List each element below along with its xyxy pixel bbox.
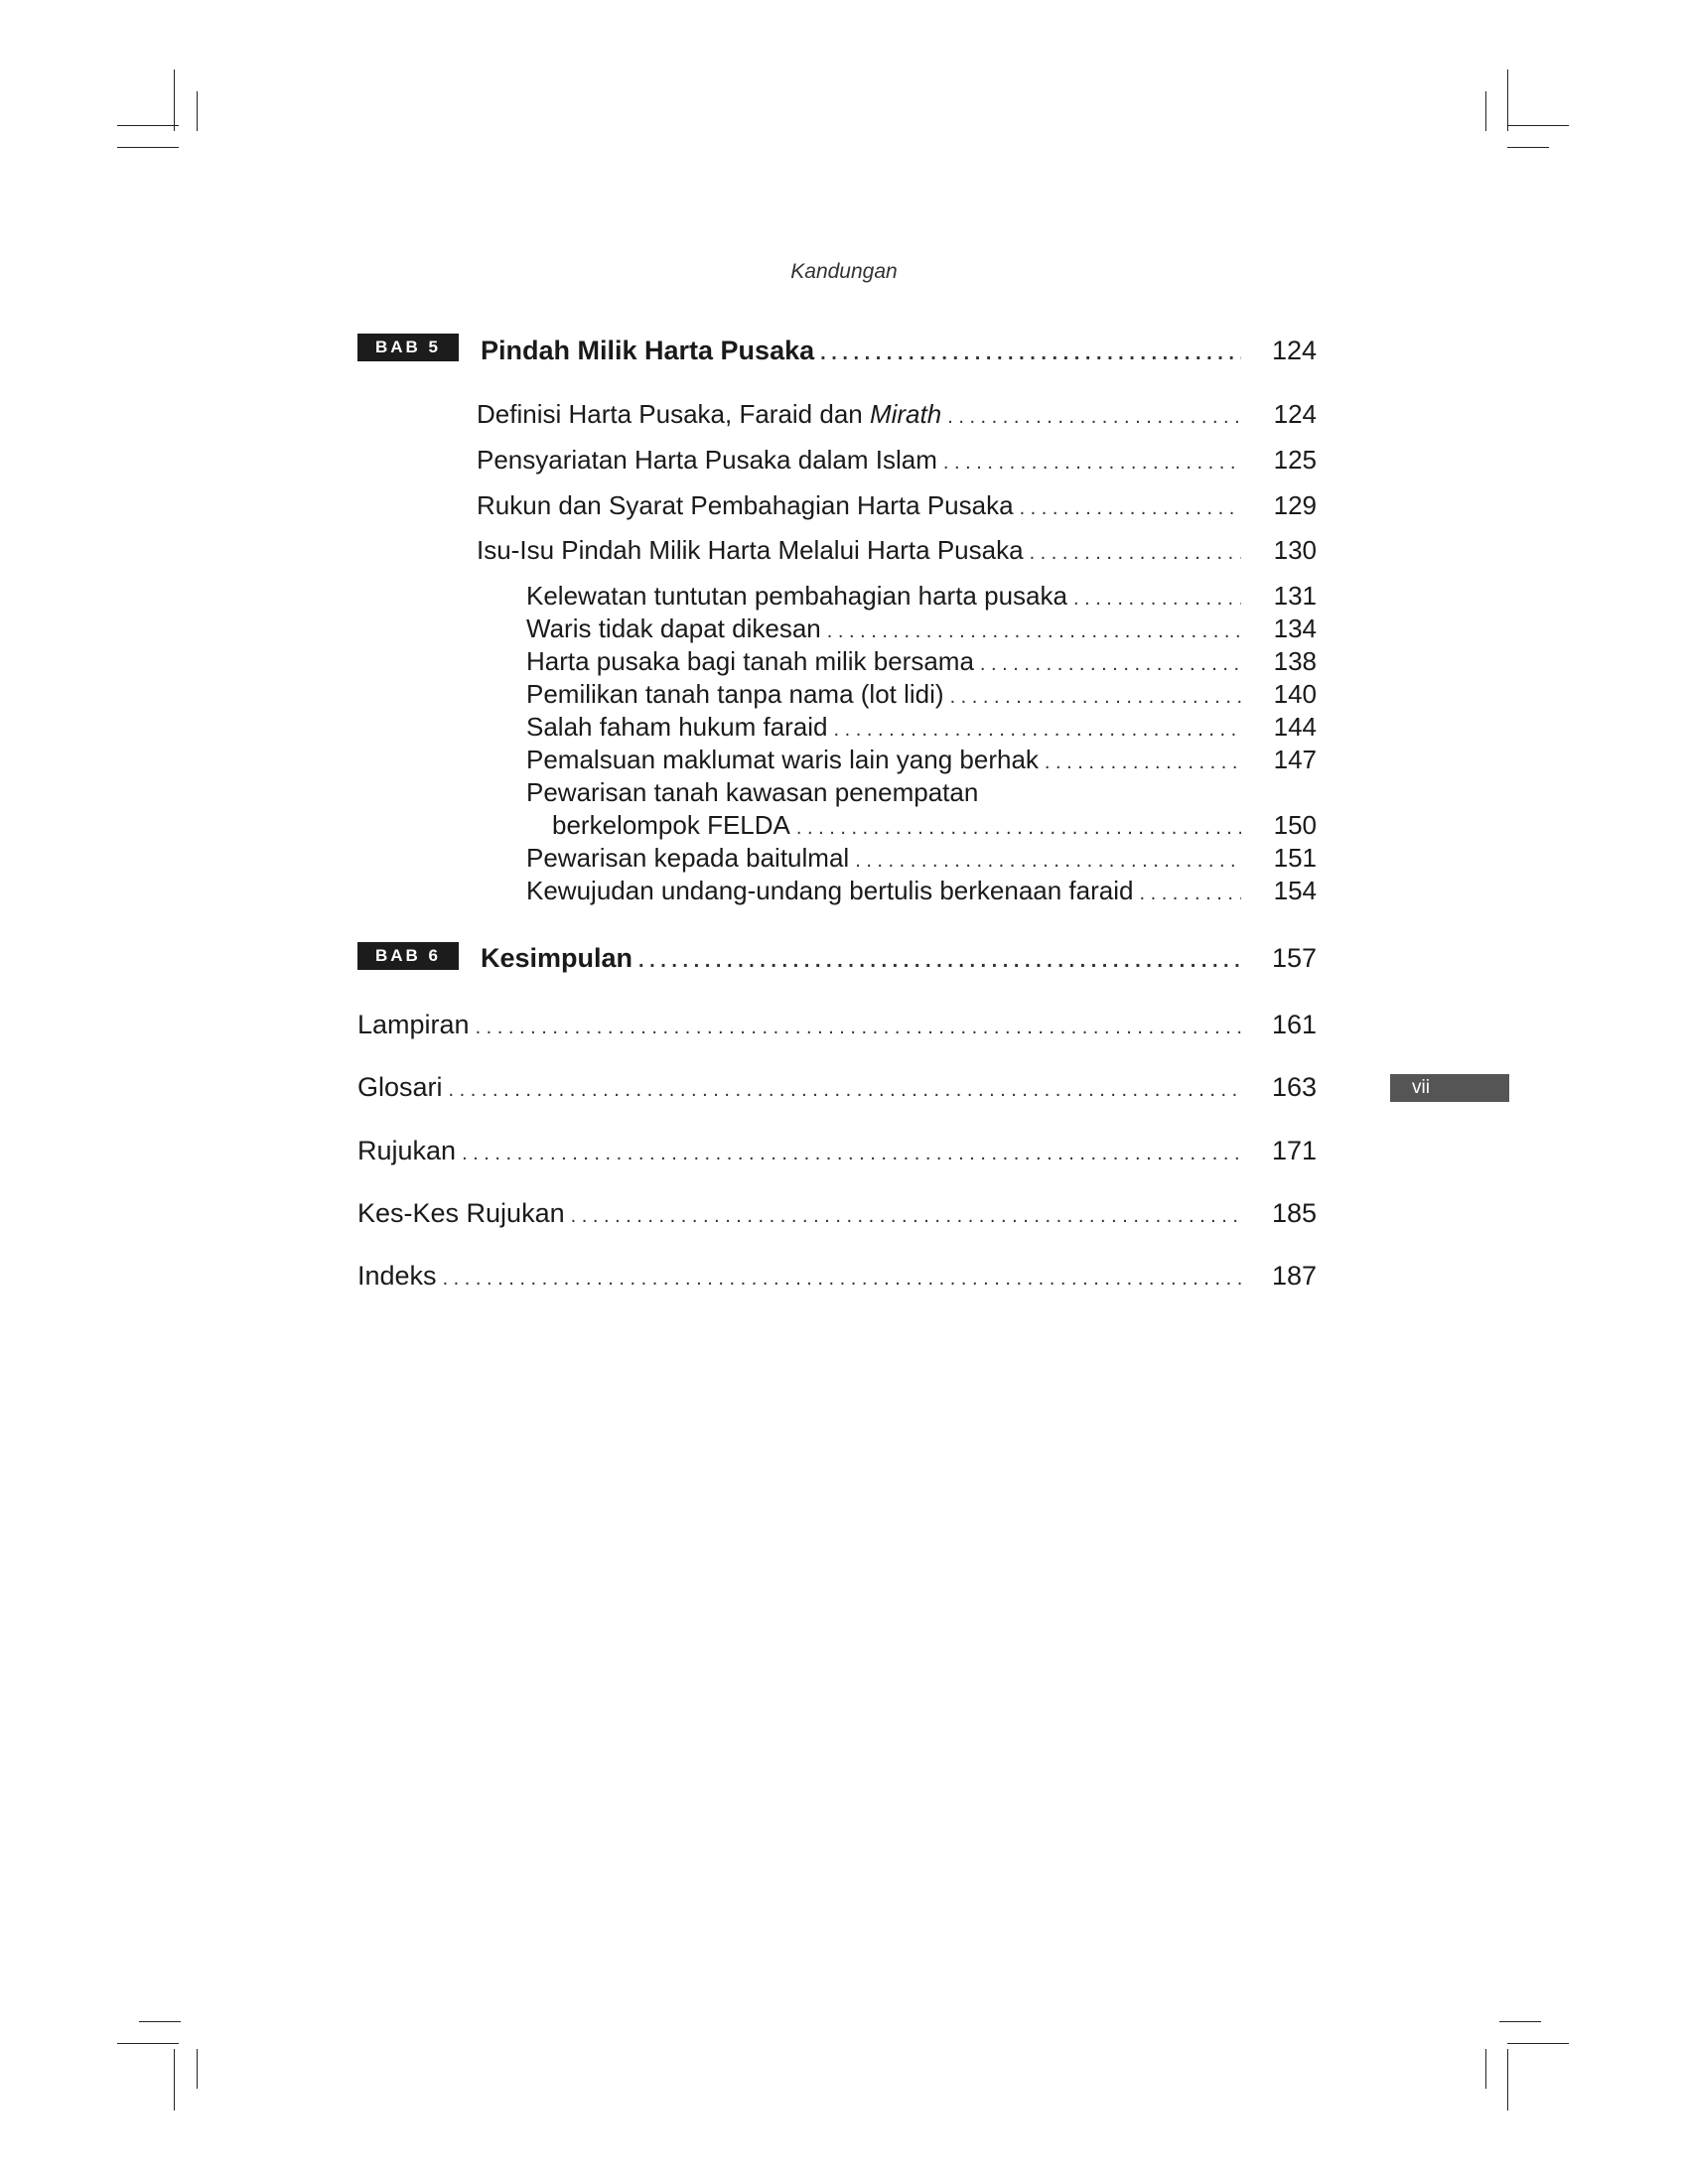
toc-entry-title: Pindah Milik Harta Pusaka (481, 336, 815, 365)
toc-entry-title: Waris tidak dapat dikesan (526, 614, 821, 643)
toc-subsection-line2[interactable] (552, 810, 1317, 841)
dot-leader (820, 342, 1241, 365)
toc-backmatter-lampiran[interactable] (357, 1010, 1317, 1040)
toc-entry-title: Lampiran (357, 1010, 470, 1039)
toc-entry-page: 138 (1273, 646, 1317, 676)
crop-mark (1507, 2043, 1569, 2044)
toc-backmatter-glosari[interactable] (357, 1072, 1317, 1103)
crop-mark (117, 147, 179, 148)
dot-leader (1139, 883, 1241, 905)
dot-leader (947, 406, 1241, 429)
dot-leader (943, 452, 1241, 475)
dot-leader (1030, 542, 1241, 565)
dot-leader (1045, 751, 1241, 774)
toc-subsection[interactable] (526, 745, 1317, 775)
toc-entry-title: Kesimpulan (481, 943, 633, 973)
crop-mark (1499, 2021, 1541, 2022)
dot-leader (827, 620, 1241, 643)
toc-entry-page: 187 (1271, 1261, 1317, 1291)
toc-chapter-6[interactable] (481, 943, 1317, 974)
toc-entry-title: Salah faham hukum faraid (526, 712, 828, 742)
toc-entry-page: 147 (1273, 745, 1317, 774)
running-header: Kandungan (790, 260, 898, 283)
dot-leader (855, 850, 1241, 873)
crop-mark (1485, 91, 1486, 131)
toc-entry-page: 140 (1273, 679, 1317, 709)
crop-mark (117, 2043, 179, 2044)
toc-section[interactable] (477, 490, 1317, 521)
dot-leader (476, 1017, 1241, 1039)
crop-mark (197, 2049, 198, 2089)
crop-mark (197, 91, 198, 131)
toc-entry-page: 129 (1273, 490, 1317, 520)
toc-entry-title: Kewujudan undang-undang bertulis berkenaan faraid (526, 876, 1134, 905)
toc-section[interactable] (477, 535, 1317, 566)
toc-entry-title: Kes-Kes Rujukan (357, 1198, 565, 1228)
dot-leader (834, 719, 1241, 742)
toc-entry-page: 185 (1271, 1198, 1317, 1228)
toc-section[interactable] (477, 445, 1317, 476)
dot-leader (796, 817, 1241, 840)
dot-leader (462, 1143, 1241, 1165)
dot-leader (449, 1079, 1241, 1102)
dot-leader (443, 1268, 1241, 1291)
toc-entry-page: 154 (1273, 876, 1317, 905)
toc-entry-title: Pewarisan kepada baitulmal (526, 843, 850, 873)
crop-mark (174, 2049, 175, 2111)
toc-entry-title: Kelewatan tuntutan pembahagian harta pusaka (526, 581, 1067, 611)
toc-subsection[interactable] (526, 614, 1317, 644)
page-number-tab: vii (1390, 1074, 1509, 1102)
toc-backmatter-indeks[interactable] (357, 1261, 1317, 1292)
toc-backmatter-kes-kes-rujukan[interactable] (357, 1198, 1317, 1229)
toc-entry-page: 151 (1273, 843, 1317, 873)
toc-entry-title-cont: berkelompok FELDA (552, 810, 790, 840)
toc-subsection[interactable] (526, 581, 1317, 612)
toc-entry-title: Rujukan (357, 1136, 457, 1165)
toc-entry-title: Definisi Harta Pusaka, Faraid dan Mirath (477, 399, 942, 429)
dot-leader (638, 950, 1241, 973)
dot-leader (1073, 588, 1241, 611)
toc-entry-page: 124 (1271, 336, 1317, 365)
toc-entry-page: 171 (1271, 1136, 1317, 1165)
toc-entry-page: 150 (1273, 810, 1317, 840)
dot-leader (980, 653, 1241, 676)
toc-entry-page: 125 (1273, 445, 1317, 475)
toc-section[interactable] (477, 399, 1317, 430)
toc-entry-title: Rukun dan Syarat Pembahagian Harta Pusaka (477, 490, 1014, 520)
toc-entry-title: Pensyariatan Harta Pusaka dalam Islam (477, 445, 937, 475)
toc-entry-title: Glosari (357, 1072, 443, 1102)
toc-backmatter-rujukan[interactable] (357, 1136, 1317, 1166)
crop-mark (174, 69, 175, 131)
toc-entry-page: 124 (1273, 399, 1317, 429)
toc-entry-page: 157 (1271, 943, 1317, 973)
toc-subsection[interactable] (526, 646, 1317, 677)
toc-subsection[interactable] (526, 712, 1317, 743)
toc-chapter-5[interactable] (481, 336, 1317, 366)
toc-entry-title: Pemilikan tanah tanpa nama (lot lidi) (526, 679, 944, 709)
toc-entry-page: 130 (1273, 535, 1317, 565)
toc-entry-title: Pewarisan tanah kawasan penempatan (526, 777, 979, 807)
toc-entry-page: 134 (1273, 614, 1317, 643)
toc-subsection[interactable] (526, 843, 1317, 874)
crop-mark (1507, 147, 1549, 148)
chapter-badge: BAB 5 (357, 334, 459, 361)
toc-entry-page: 163 (1271, 1072, 1317, 1102)
crop-mark (1507, 69, 1508, 131)
dot-leader (571, 1205, 1241, 1228)
toc-entry-title: Indeks (357, 1261, 437, 1291)
toc-entry-title: Harta pusaka bagi tanah milik bersama (526, 646, 974, 676)
chapter-badge: BAB 6 (357, 942, 459, 970)
crop-mark (1485, 2049, 1486, 2089)
crop-mark (139, 2021, 181, 2022)
toc-entry-title: Isu-Isu Pindah Milik Harta Melalui Harta Pusaka (477, 535, 1024, 565)
toc-subsection-line1[interactable] (526, 777, 1317, 808)
toc-subsection[interactable] (526, 679, 1317, 710)
toc-entry-page: 131 (1273, 581, 1317, 611)
toc-entry-page: 161 (1271, 1010, 1317, 1039)
toc-entry-page: 144 (1273, 712, 1317, 742)
crop-mark (117, 125, 179, 126)
crop-mark (1507, 2049, 1508, 2111)
toc-entry-title: Pemalsuan maklumat waris lain yang berhak (526, 745, 1039, 774)
crop-mark (1507, 125, 1569, 126)
dot-leader (950, 686, 1241, 709)
toc-subsection[interactable] (526, 876, 1317, 906)
dot-leader (1020, 497, 1241, 520)
